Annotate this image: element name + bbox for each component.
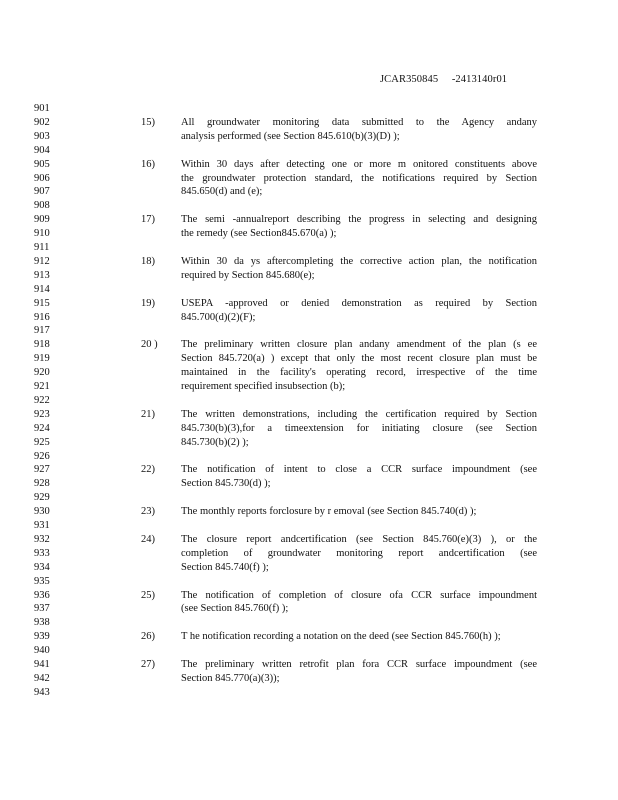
item-text-line: The written demonstrations, including the certification required by Section (181, 408, 537, 420)
item-text-line: analysis performed (see Section 845.610(b)(3)(D) ); (181, 130, 400, 142)
item-text-line: Within 30 days after detecting one or more m onitored constituents above (181, 158, 537, 170)
item-number: 23) (141, 506, 155, 518)
item-text (181, 213, 537, 241)
item-number: 22) (141, 464, 155, 476)
line-number: 936 (34, 589, 50, 601)
item-text-line: The closure report andcertification (see Section 845.760(e)(3) ), or the (181, 533, 537, 545)
line-number: 938 (34, 617, 50, 629)
item-text-line: 845.700(d)(2)(F); (181, 311, 256, 323)
item-text (181, 116, 537, 144)
item-text-line: the groundwater protection standard, the notifications required by Section (181, 172, 537, 184)
item-text-line: requirement specified insubsection (b); (181, 381, 346, 393)
line-number: 934 (34, 561, 50, 573)
item-number: 15) (141, 116, 155, 128)
item-text-line: The preliminary written closure plan andany amendment of the plan (s ee (181, 339, 537, 351)
line-number: 933 (34, 547, 50, 559)
item-number: 25) (141, 589, 155, 601)
line-number: 930 (34, 506, 50, 518)
line-number: 943 (34, 686, 50, 698)
item-text-line: 845.650(d) and (e); (181, 186, 263, 198)
line-number: 910 (34, 228, 50, 240)
item-number: 21) (141, 408, 155, 420)
item-number: 16) (141, 158, 155, 170)
line-number: 920 (34, 367, 50, 379)
line-number: 909 (34, 214, 50, 226)
item-text-line: completion of groundwater monitoring report andcertification (see (181, 547, 537, 559)
item-text-line: The semi -annualreport describing the progress in selecting and designing (181, 214, 537, 226)
line-number: 941 (34, 659, 50, 670)
line-number: 911 (34, 242, 50, 253)
item-text-line: 845.730(b)(3),for a timeextension for initiating closure (see Section (181, 422, 537, 434)
line-number: 907 (34, 186, 50, 198)
line-number: 937 (34, 603, 50, 615)
item-text-line: T he notification recording a notation on the deed (see Section 845.760(h) ); (181, 631, 501, 643)
item-text (181, 630, 537, 644)
item-number: 17) (141, 214, 155, 226)
item-text-line: Section 845.730(d) ); (181, 478, 271, 490)
line-number: 913 (34, 269, 50, 281)
line-number: 927 (34, 464, 50, 476)
item-text (181, 505, 537, 519)
item-text-line: Section 845.770(a)(3)); (181, 672, 280, 684)
item-number: 26) (141, 631, 155, 643)
item-number: 27) (141, 659, 155, 670)
item-number: 18) (141, 255, 155, 267)
line-number: 942 (34, 672, 50, 684)
line-number: 931 (34, 520, 50, 531)
line-number: 923 (34, 408, 50, 420)
line-number: 905 (34, 158, 50, 170)
line-number: 903 (34, 130, 50, 142)
line-number: 916 (34, 311, 50, 323)
line-number: 921 (34, 381, 50, 392)
line-number: 904 (34, 144, 50, 156)
line-number: 902 (34, 116, 50, 128)
item-text (181, 658, 537, 686)
document-id: JCAR350845 (380, 74, 439, 85)
item-text-line: maintained in the facility's operating record, irrespective of the time (181, 367, 537, 379)
item-text (181, 338, 537, 394)
item-text-line: (see Section 845.760(f) ); (181, 603, 289, 615)
line-number: 935 (34, 575, 50, 587)
item-text-line: USEPA -approved or denied demonstration as required by Section (181, 297, 537, 309)
document-header (380, 74, 507, 85)
line-number: 919 (34, 353, 50, 365)
line-number: 932 (34, 533, 50, 545)
item-number: 24) (141, 533, 155, 545)
item-text-line: All groundwater monitoring data submitted to the Agency andany (181, 116, 537, 128)
line-number: 926 (34, 450, 50, 462)
item-text-line: The notification of completion of closure ofa CCR surface impoundment (181, 589, 537, 601)
line-number: 901 (34, 103, 50, 114)
line-number: 925 (34, 436, 50, 448)
item-number: 19) (141, 297, 155, 309)
item-text-line: Section 845.740(f) ); (181, 561, 269, 573)
item-text (181, 255, 537, 283)
item-text-line: The monthly reports forclosure by r emoval (see Section 845.740(d) ); (181, 506, 477, 518)
line-number: 929 (34, 492, 50, 504)
line-number: 939 (34, 631, 50, 643)
line-number: 915 (34, 297, 50, 309)
line-number: 924 (34, 422, 50, 434)
item-text-line: required by Section 845.680(e); (181, 269, 315, 281)
line-number: 928 (34, 478, 50, 490)
line-number: 912 (34, 255, 50, 267)
item-text-line: Section 845.720(a) ) except that only the most recent closure plan must be (181, 353, 537, 365)
item-text-line: Within 30 da ys aftercompleting the corrective action plan, the notification (181, 255, 537, 267)
line-number: 922 (34, 394, 50, 406)
line-number: 914 (34, 283, 50, 295)
line-number: 940 (34, 645, 50, 657)
line-number: 908 (34, 200, 50, 212)
item-text-line: The notification of intent to close a CCR surface impoundment (see (181, 464, 537, 476)
item-text (181, 463, 537, 491)
item-text-line: The preliminary written retrofit plan fora CCR surface impoundment (see (181, 659, 537, 670)
item-number: 20 ) (141, 339, 158, 351)
line-number: 918 (34, 339, 50, 351)
item-text (181, 589, 537, 617)
item-text (181, 408, 537, 450)
line-number: 917 (34, 325, 50, 337)
item-text-line: the remedy (see Section845.670(a) ); (181, 228, 337, 240)
item-text (181, 158, 537, 200)
line-number: 906 (34, 172, 50, 184)
item-text (181, 533, 537, 575)
item-text-line: 845.730(b)(2) ); (181, 436, 249, 448)
item-text (181, 297, 537, 325)
document-version: -2413140r01 (451, 74, 508, 85)
